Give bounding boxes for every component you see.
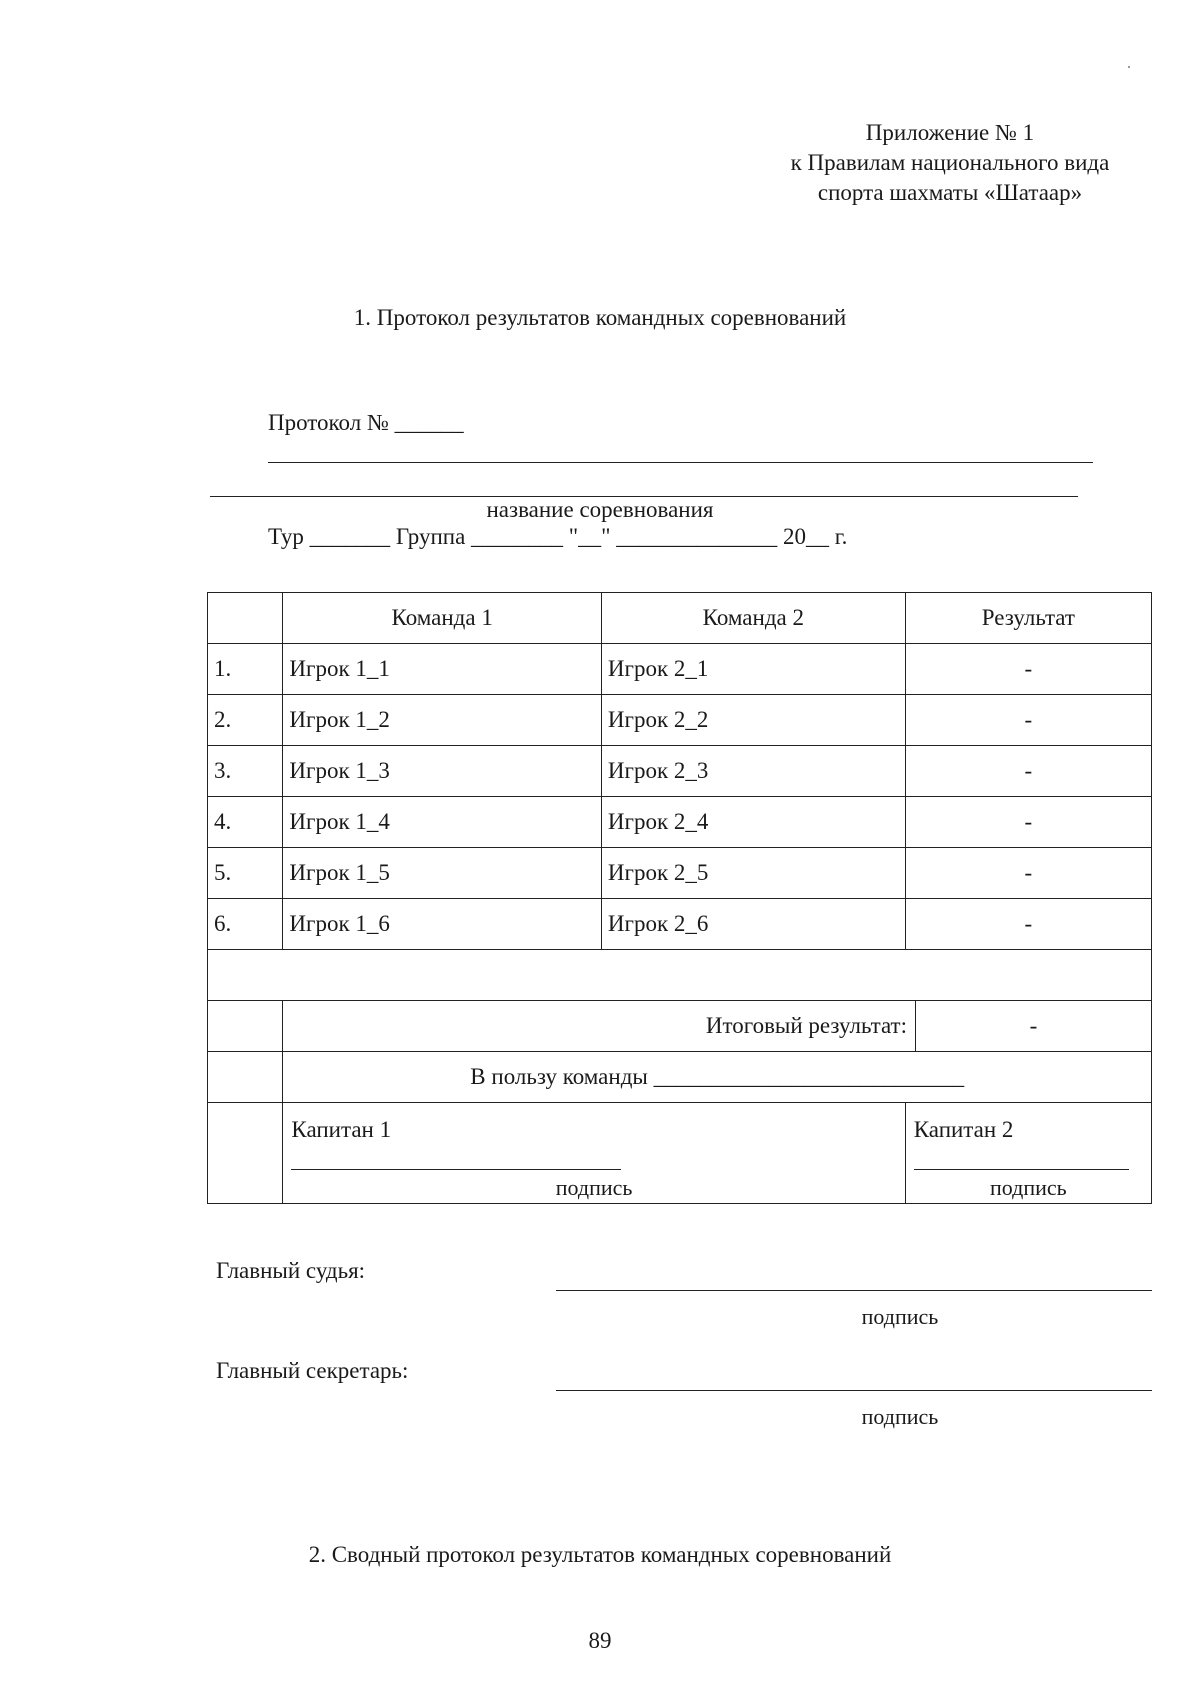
header-team-1: Команда 1 xyxy=(283,593,602,644)
document-title: 1. Протокол результатов командных соревнований xyxy=(353,305,847,330)
chief-secretary-signature-line xyxy=(556,1390,1152,1391)
player-team-1: Игрок 1_3 xyxy=(283,746,602,797)
appendix-line-1: Приложение № 1 xyxy=(865,120,1035,145)
player-team-2: Игрок 2_1 xyxy=(601,644,905,695)
chief-secretary-label: Главный секретарь: xyxy=(216,1358,409,1383)
total-row xyxy=(208,1001,1152,1052)
competition-name-line-1 xyxy=(268,462,1093,463)
player-team-2: Игрок 2_5 xyxy=(601,848,905,899)
in-favor-of-team: В пользу команды ___________________________ xyxy=(283,1052,1152,1103)
scan-speck xyxy=(1128,66,1130,68)
captains-row xyxy=(208,1103,1152,1204)
appendix-header xyxy=(760,118,1140,208)
game-result: - xyxy=(905,848,1151,899)
row-num: 4. xyxy=(208,797,283,848)
header-num xyxy=(208,593,283,644)
row-num: 6. xyxy=(208,899,283,950)
appendix-line-3: спорта шахматы «Шатаар» xyxy=(817,180,1083,205)
table-header-row xyxy=(208,593,1152,644)
section-2-title: 2. Сводный протокол результатов командных соревнований xyxy=(308,1542,892,1567)
row-num: 3. xyxy=(208,746,283,797)
results-table xyxy=(207,592,1152,1204)
chief-judge-label: Главный судья: xyxy=(216,1258,366,1283)
captain-2-cell xyxy=(905,1103,1151,1204)
total-num-cell xyxy=(208,1001,283,1052)
favor-num-cell xyxy=(208,1052,283,1103)
captain-1-label: Капитан 1 xyxy=(291,1117,392,1142)
table-row xyxy=(208,899,1152,950)
game-result: - xyxy=(905,899,1151,950)
game-result: - xyxy=(905,797,1151,848)
player-team-1: Игрок 1_1 xyxy=(283,644,602,695)
captain-1-cell xyxy=(283,1103,905,1204)
appendix-line-2: к Правилам национального вида xyxy=(790,150,1110,175)
player-team-2: Игрок 2_2 xyxy=(601,695,905,746)
table-row xyxy=(208,848,1152,899)
captains-num-cell xyxy=(208,1103,283,1204)
table-row xyxy=(208,797,1152,848)
row-num: 2. xyxy=(208,695,283,746)
captain-2-signature-line xyxy=(914,1169,1129,1170)
total-result-value: - xyxy=(915,1001,1151,1051)
protocol-number-label: Протокол № ______ xyxy=(268,410,464,435)
table-row xyxy=(208,695,1152,746)
game-result: - xyxy=(905,746,1151,797)
total-cell xyxy=(283,1001,1152,1052)
table-row xyxy=(208,644,1152,695)
game-result: - xyxy=(905,644,1151,695)
player-team-1: Игрок 1_6 xyxy=(283,899,602,950)
player-team-2: Игрок 2_6 xyxy=(601,899,905,950)
captain-2-signature-caption: подпись xyxy=(990,1175,1067,1200)
row-num: 1. xyxy=(208,644,283,695)
player-team-1: Игрок 1_5 xyxy=(283,848,602,899)
chief-judge-signature-caption: подпись xyxy=(861,1304,939,1329)
table-spacer-row xyxy=(208,950,1152,1001)
captain-2-label: Капитан 2 xyxy=(913,1117,1014,1142)
header-result: Результат xyxy=(905,593,1151,644)
captain-1-signature-line xyxy=(291,1169,621,1170)
chief-secretary-signature-caption: подпись xyxy=(861,1404,939,1429)
total-result-label: Итоговый результат: xyxy=(705,1013,907,1038)
captain-1-signature-caption: подпись xyxy=(555,1175,633,1200)
player-team-2: Игрок 2_3 xyxy=(601,746,905,797)
table-row xyxy=(208,746,1152,797)
player-team-1: Игрок 1_2 xyxy=(283,695,602,746)
competition-name-caption: название соревнования xyxy=(486,497,714,522)
header-team-2: Команда 2 xyxy=(601,593,905,644)
chief-judge-signature-line xyxy=(556,1290,1152,1291)
player-team-2: Игрок 2_4 xyxy=(601,797,905,848)
player-team-1: Игрок 1_4 xyxy=(283,797,602,848)
page-number: 89 xyxy=(588,1628,612,1653)
row-num: 5. xyxy=(208,848,283,899)
spacer-cell xyxy=(208,950,1152,1001)
favor-row xyxy=(208,1052,1152,1103)
game-result: - xyxy=(905,695,1151,746)
tour-group-date-line: Тур _______ Группа ________ "__" ______________ 20__ г. xyxy=(268,524,848,549)
